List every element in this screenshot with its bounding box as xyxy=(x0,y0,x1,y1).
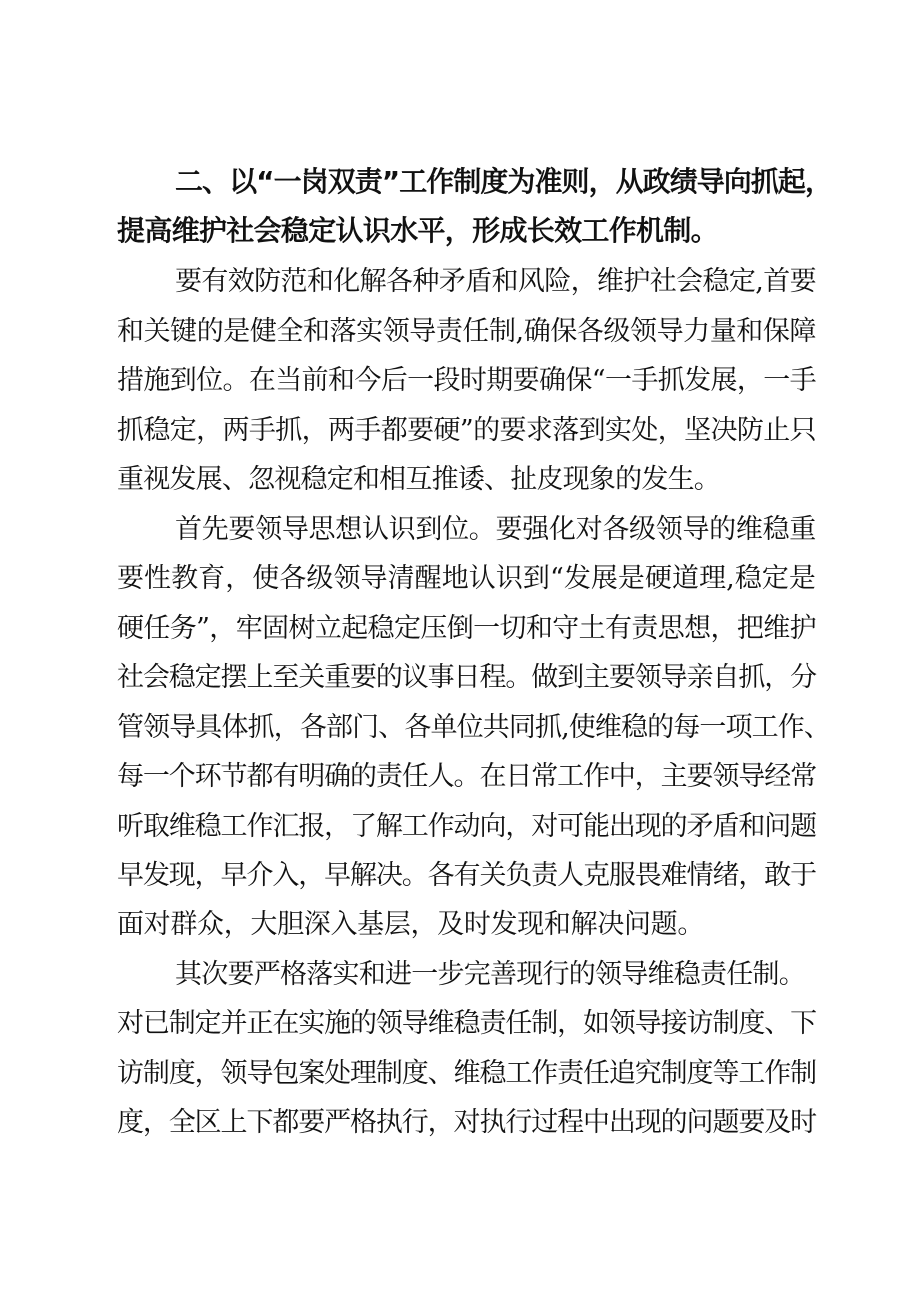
paragraph-text: 首先要领导思想认识到位。要强化对各级领导的维稳重 xyxy=(175,514,816,545)
paragraph-2-line xyxy=(0,706,920,750)
paragraph-text: 措施到位。在当前和今后一段时期要确保“一手抓发展，一手 xyxy=(117,365,816,396)
paragraph-text: 重视发展、忽视稳定和相互推诿、扯皮现象的发生。 xyxy=(117,464,720,495)
paragraph-2-line xyxy=(0,755,920,799)
paragraph-2-line xyxy=(0,607,920,651)
paragraph-3-line xyxy=(0,953,920,997)
paragraph-text: 抓稳定，两手抓，两手都要硬”的要求落到实处，坚决防止只 xyxy=(117,415,816,446)
paragraph-text: 听取维稳工作汇报，了解工作动向，对可能出现的矛盾和问题 xyxy=(117,811,816,842)
paragraph-text: 要有效防范和化解各种矛盾和风险，维护社会稳定,首要 xyxy=(175,266,816,297)
paragraph-text: 度，全区上下都要严格执行，对执行过程中出现的问题要及时 xyxy=(117,1107,816,1138)
paragraph-text: 每一个环节都有明确的责任人。在日常工作中，主要领导经常 xyxy=(117,761,816,792)
paragraph-2-line xyxy=(0,854,920,898)
heading-text: 提高维护社会稳定认识水平，形成长效工作机制。 xyxy=(117,214,718,247)
paragraph-text: 要性教育，使各级领导清醒地认识到“发展是硬道理,稳定是 xyxy=(117,563,816,594)
paragraph-text: 访制度，领导包案处理制度、维稳工作责任追究制度等工作制 xyxy=(117,1058,816,1089)
paragraph-text: 和关键的是健全和落实领导责任制,确保各级领导力量和保障 xyxy=(117,316,816,347)
paragraph-2-line xyxy=(0,805,920,849)
paragraph-1-line xyxy=(0,359,920,403)
paragraph-text: 对已制定并正在实施的领导维稳责任制，如领导接访制度、下 xyxy=(117,1008,816,1039)
paragraph-text: 其次要严格落实和进一步完善现行的领导维稳责任制。 xyxy=(175,959,805,990)
paragraph-text: 早发现，早介入，早解决。各有关负责人克服畏难情绪，敢于 xyxy=(117,860,816,891)
paragraph-2-line xyxy=(0,903,920,947)
paragraph-1-line xyxy=(0,310,920,354)
section-heading-line-1 xyxy=(0,160,920,204)
paragraph-3-line xyxy=(0,1052,920,1096)
section-heading-line-2 xyxy=(0,209,920,253)
paragraph-1-line xyxy=(0,409,920,453)
paragraph-text: 管领导具体抓，各部门、各单位共同抓,使维稳的每一项工作、 xyxy=(117,712,830,743)
paragraph-1-line xyxy=(0,458,920,502)
paragraph-1-line xyxy=(0,260,920,304)
heading-text: 二、以“一岗双责”工作制度为准则，从政绩导向抓起， xyxy=(175,165,832,198)
paragraph-3-line xyxy=(0,1101,920,1145)
paragraph-text: 硬任务”，牢固树立起稳定压倒一切和守土有责思想，把维护 xyxy=(117,613,816,644)
paragraph-text: 面对群众，大胆深入基层，及时发现和解决问题。 xyxy=(117,909,704,940)
paragraph-text: 社会稳定摆上至关重要的议事日程。做到主要领导亲自抓，分 xyxy=(117,662,816,693)
paragraph-2-line xyxy=(0,508,920,552)
paragraph-2-line xyxy=(0,656,920,700)
paragraph-3-line xyxy=(0,1002,920,1046)
paragraph-2-line xyxy=(0,557,920,601)
